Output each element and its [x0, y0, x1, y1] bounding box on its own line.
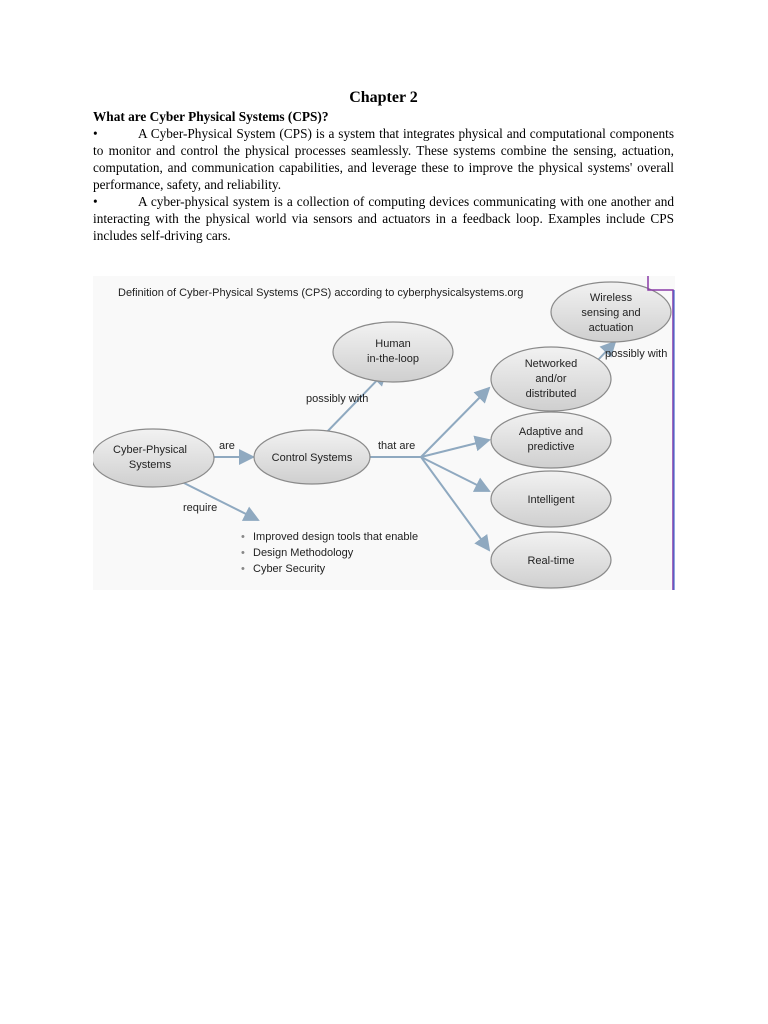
bullet-item [93, 125, 674, 193]
edge-label-require: require [183, 502, 218, 514]
arrow-to-intelligent [421, 457, 489, 491]
node-adaptive [491, 412, 611, 468]
node-label: and/or [535, 373, 567, 385]
node-label: Cyber-Physical [113, 444, 187, 456]
node-label: in-the-loop [367, 353, 419, 365]
node-label: sensing and [581, 307, 641, 319]
requirement-item: Improved design tools that enable [253, 531, 419, 543]
bullet-dot-icon: • [93, 126, 98, 141]
arrow-to-adaptive [421, 440, 489, 457]
cps-diagram [93, 276, 675, 590]
arrow-require [178, 480, 258, 520]
node-label: distributed [525, 388, 577, 400]
node-label: Networked [524, 358, 578, 370]
node-label: Control Systems [271, 452, 353, 464]
node-label: predictive [527, 441, 575, 453]
chapter-title: Chapter 2 [349, 89, 418, 106]
figure-caption: Definition of Cyber-Physical Systems (CPS) according to cyberphysicalsystems.org [118, 287, 524, 299]
arrow-to-realtime [421, 457, 489, 550]
arrow-to-networked [421, 388, 489, 457]
node-label: Adaptive and [518, 426, 584, 438]
edge-label-possibly-with: possibly with [306, 393, 369, 405]
node-label: Systems [128, 459, 172, 471]
node-label: Wireless [589, 292, 633, 304]
node-label: Real-time [527, 555, 575, 567]
node-label: Intelligent [527, 494, 575, 506]
node-label: actuation [588, 322, 634, 334]
bullet-item [93, 193, 674, 244]
document-body [93, 88, 674, 244]
edge-label-that-are: that are [378, 440, 416, 452]
bullet-dot-icon: • [93, 194, 98, 209]
requirement-item: Design Methodology [253, 547, 354, 559]
list-bullet-icon: • [241, 531, 245, 543]
edge-label-are: are [219, 440, 235, 452]
bullet-text: A cyber-physical system is a collection of computing devices communicating with one another and interacting with the physical world via sensors and actuators in a feedback loop. Examples include CPS includes self-driving cars. [93, 194, 674, 243]
list-bullet-icon: • [241, 563, 245, 575]
node-label: Human [375, 338, 411, 350]
section-question: What are Cyber Physical Systems (CPS)? [93, 109, 329, 124]
edge-label-possibly-with-wireless: possibly with [605, 348, 668, 360]
node-cps [93, 429, 214, 487]
list-bullet-icon: • [241, 547, 245, 559]
bullet-text: A Cyber-Physical System (CPS) is a system that integrates physical and computational components to monitor and control the physical processes seamlessly. These systems combine the sensing, actuation, computation, and communication capabilities, and leverage these to improve the physical systems' overall performance, safety, and reliability. [93, 126, 674, 192]
cps-definition-figure [93, 276, 675, 590]
node-human-in-the-loop [333, 322, 453, 382]
requirement-item: Cyber Security [253, 563, 326, 575]
